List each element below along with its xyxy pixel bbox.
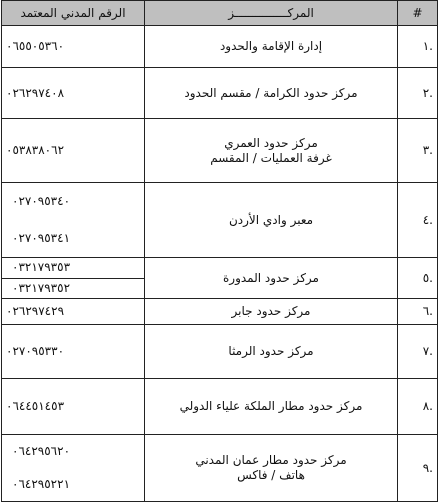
phone-number: ٠٥٣٨٣٨٠٦٢ xyxy=(6,143,65,157)
center-name-line: مركز حدود الكرامة / مقسم الحدود xyxy=(184,85,358,100)
row-index: .٦ xyxy=(398,299,438,325)
center-name-line: مركز حدود العمري xyxy=(224,135,318,150)
phone-number: ٠٢٦٢٩٧٤٢٩ xyxy=(6,304,65,318)
phone-cell xyxy=(2,379,145,435)
phone-number: ٠٣٢١٧٩٣٥٣ xyxy=(12,260,71,275)
center-name xyxy=(145,68,398,119)
table-row xyxy=(2,435,438,502)
table-row xyxy=(2,183,438,258)
header-phone: الرقم المدني المعتمد xyxy=(2,1,145,26)
header-index: # xyxy=(398,1,438,26)
row-index: .٢ xyxy=(398,68,438,119)
header-center: المركـــــــــــــــز xyxy=(145,1,398,26)
center-name xyxy=(145,435,398,502)
table-row xyxy=(2,258,438,299)
phone-number: ٠٦٤٢٩٥٦٢٠ xyxy=(12,444,71,458)
center-name xyxy=(145,379,398,435)
center-name-line: معبر وادي الأردن xyxy=(228,212,314,227)
center-name xyxy=(145,258,398,299)
phone-cell xyxy=(2,119,145,183)
phone-number: ٠٢٧٠٩٥٣٣٠ xyxy=(6,344,65,358)
row-index: .٥ xyxy=(398,258,438,299)
row-index: .٩ xyxy=(398,435,438,502)
border-centers-table xyxy=(1,0,438,502)
center-name xyxy=(145,299,398,325)
center-name xyxy=(145,119,398,183)
phone-cell xyxy=(2,299,145,325)
table-row xyxy=(2,119,438,183)
center-name xyxy=(145,325,398,379)
phone-number: ٠٢٧٠٩٥٣٤٠ xyxy=(12,194,71,208)
row-index: .٧ xyxy=(398,325,438,379)
row-index: .١ xyxy=(398,26,438,68)
table-row xyxy=(2,26,438,68)
phone-cell xyxy=(2,435,145,502)
phone-cell xyxy=(2,183,145,258)
phone-number: ٠٢٦٢٩٧٤٠٨ xyxy=(6,85,65,100)
center-name-line: مركز حدود مطار الملكة علياء الدولي xyxy=(179,399,363,413)
phone-number: ٠٦٤٤٥١٤٥٣ xyxy=(6,399,65,413)
center-name xyxy=(145,26,398,68)
phone-number: ٠٦٥٥٠٥٣٦٠ xyxy=(6,39,65,53)
row-index: .٨ xyxy=(398,379,438,435)
center-name-line: مركز حدود الرمثا xyxy=(228,344,314,358)
row-index: .٣ xyxy=(398,119,438,183)
center-name-line: مركز حدود المدورة xyxy=(223,270,319,285)
table-row xyxy=(2,299,438,325)
center-name-line: مركز حدود جابر xyxy=(231,304,311,318)
table-row xyxy=(2,379,438,435)
center-name-line: غرفة العمليات / المقسم xyxy=(210,150,332,165)
center-name-line: هاتف / فاكس xyxy=(237,468,305,482)
table-header-row xyxy=(2,1,438,26)
table-row xyxy=(2,325,438,379)
center-name-line: مركز حدود مطار عمان المدني xyxy=(195,453,347,467)
phone-cell xyxy=(2,26,145,68)
table-row xyxy=(2,68,438,119)
center-name xyxy=(145,183,398,258)
phone-number: ٠٦٤٢٩٥٢٢١ xyxy=(12,477,71,491)
phone-cell xyxy=(2,258,145,299)
phone-number: ٠٣٢١٧٩٣٥٢ xyxy=(2,278,144,299)
phone-number: ٠٢٧٠٩٥٣٤١ xyxy=(12,231,71,245)
row-index: .٤ xyxy=(398,183,438,258)
phone-cell xyxy=(2,325,145,379)
phone-cell xyxy=(2,68,145,119)
center-name-line: إدارة الإقامة والحدود xyxy=(219,39,323,53)
